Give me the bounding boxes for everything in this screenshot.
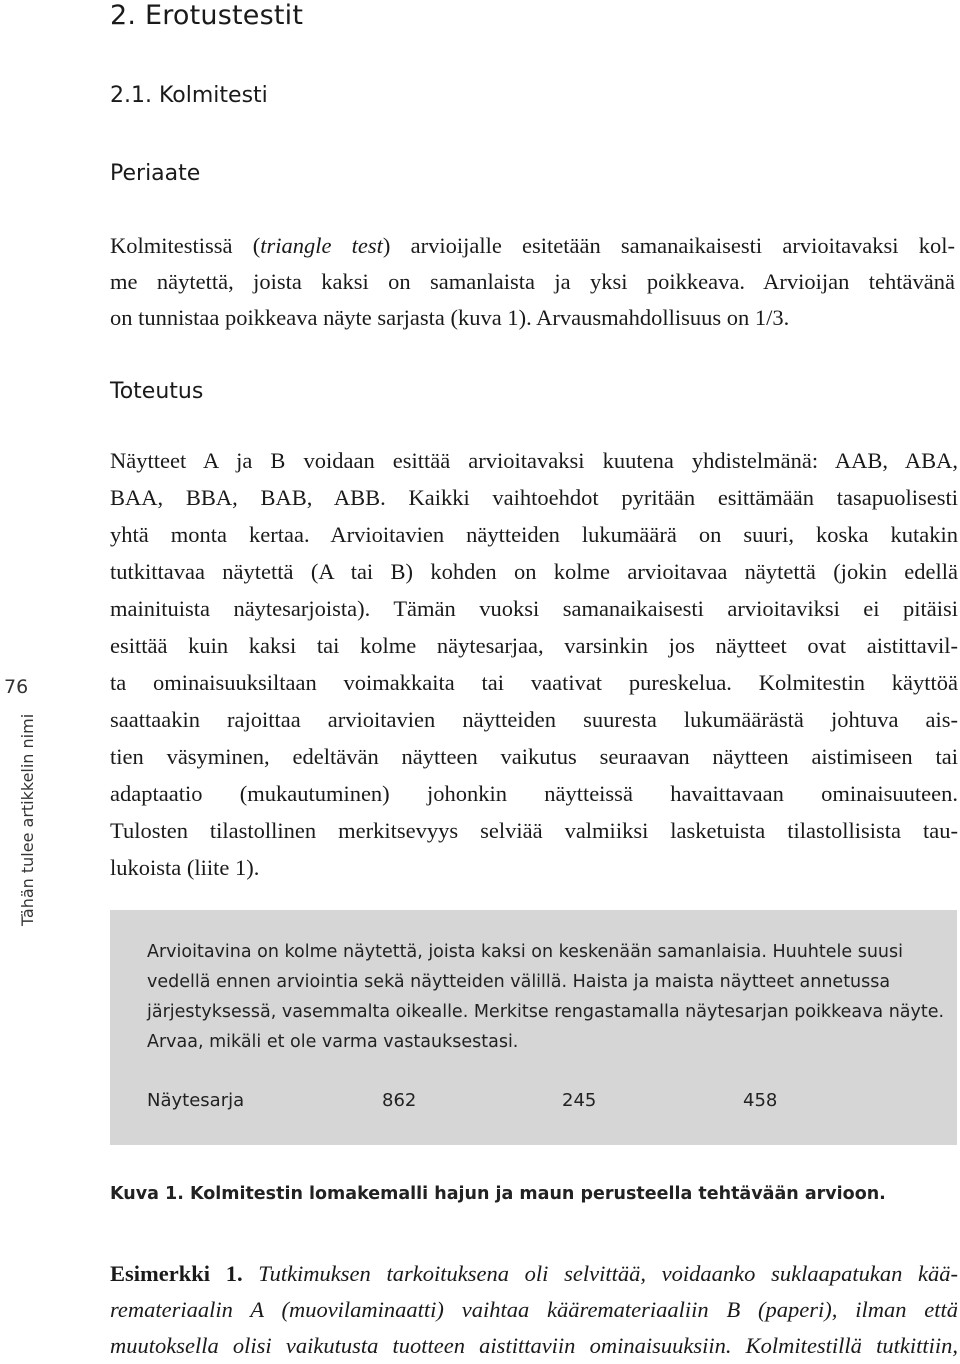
paragraph-toteutus <box>110 442 958 886</box>
text-line <box>110 1292 958 1328</box>
instruction-line: Arvioitavina on kolme näytettä, joista kaksi on keskenään samanlaisia. Huuhtele suusi <box>147 942 903 962</box>
paragraph-periaate <box>110 228 955 336</box>
text-line: tien väsyminen, edeltävän näytteen vaikutus seuraavan näytteen aistimiseen tai <box>110 744 958 769</box>
text-line: yhtä monta kertaa. Arvioitavien näytteiden lukumäärä on suuri, koska kutakin <box>110 522 958 547</box>
example-paragraph <box>110 1256 958 1364</box>
sample-code: 862 <box>382 1090 417 1111</box>
text-line: adaptaatio (mukautuminen) johonkin näytteissä havaittavaan ominaisuuteen. <box>110 781 958 806</box>
figure-caption: Kuva 1. Kolmitestin lomakemalli hajun ja maun perusteella tehtävään arvioon. <box>110 1184 886 1204</box>
page-number: 76 <box>4 676 29 698</box>
subheading-periaate: Periaate <box>110 161 201 186</box>
text-span: remateriaalin A (muovilaminaatti) vaihtaa kääremateriaaliin B (paperi), ilman että <box>110 1297 958 1322</box>
text-span: Kolmitestissä ( <box>110 233 261 258</box>
text-line: esittää kuin kaksi tai kolme näytesarjaa, varsinkin jos näytteet ovat aistittavil- <box>110 633 958 658</box>
text-line: saattaakin rajoittaa arvioitavien näytteiden suuresta lukumäärästä johtuva ais- <box>110 707 958 732</box>
text-line: me näytettä, joista kaksi on samanlaista ja yksi poikkeava. Arvioijan tehtävänä <box>110 269 955 294</box>
text-line: on tunnistaa poikkeava näyte sarjasta (kuva 1). Arvausmahdollisuus on 1/3. <box>110 305 790 330</box>
text-span: Tutkimuksen tarkoituksena oli selvittää, voidaanko suklaapatukan kää- <box>242 1261 958 1286</box>
text-line <box>110 1256 958 1292</box>
instruction-line: järjestyksessä, vasemmalta oikealle. Merkitse rengastamalla näytesarjan poikkeava näyte. <box>147 1002 945 1022</box>
text-line: ta ominaisuuksiltaan voimakkaita tai vaativat pureskelua. Kolmitestin käyttöä <box>110 670 958 695</box>
italic-term: triangle test <box>260 233 383 258</box>
instruction-line: vedellä ennen arviointia sekä näytteiden välillä. Haista ja maista näytteet annetussa <box>147 972 891 992</box>
text-line: Näytteet A ja B voidaan esittää arvioitavaksi kuutena yhdistelmänä: AAB, ABA, <box>110 448 958 473</box>
form-template-box <box>110 910 957 1145</box>
text-line <box>110 228 955 264</box>
text-line: lukoista (liite 1). <box>110 855 260 880</box>
sample-label: Näytesarja <box>147 1090 245 1111</box>
chapter-heading: 2. Erotustestit <box>110 0 304 31</box>
section-heading: 2.1. Kolmitesti <box>110 83 268 108</box>
sample-row <box>147 1090 927 1114</box>
form-instructions <box>147 937 945 1057</box>
instruction-line: Arvaa, mikäli et ole varma vastauksestasi. <box>147 1032 519 1052</box>
running-title: Tähän tulee artikkelin nimi <box>18 713 37 926</box>
text-line: Tulosten tilastollinen merkitsevyys selviää valmiiksi lasketuista tilastollisista tau- <box>110 818 958 843</box>
text-span: ) arvioijalle esitetään samanaikaisesti arvioitavaksi kol- <box>382 233 955 258</box>
sample-code: 245 <box>562 1090 597 1111</box>
text-line: mainituista näytesarjoista). Tämän vuoksi samanaikaisesti arvioitaviksi ei pitäisi <box>110 596 958 621</box>
text-line: tutkittavaa näytettä (A tai B) kohden on kolme arvioitavaa näytettä (jokin edellä <box>110 559 958 584</box>
subheading-toteutus: Toteutus <box>110 379 204 404</box>
text-line <box>110 1328 958 1364</box>
sample-code: 458 <box>743 1090 778 1111</box>
text-line: BAA, BBA, BAB, ABB. Kaikki vaihtoehdot pyritään esittämään tasapuolisesti <box>110 485 958 510</box>
example-lead: Esimerkki 1. <box>110 1261 243 1286</box>
text-span: muutoksella olisi vaikutusta tuotteen aistittaviin ominaisuuksiin. Kolmitestillä tutkittiin, <box>110 1333 958 1358</box>
